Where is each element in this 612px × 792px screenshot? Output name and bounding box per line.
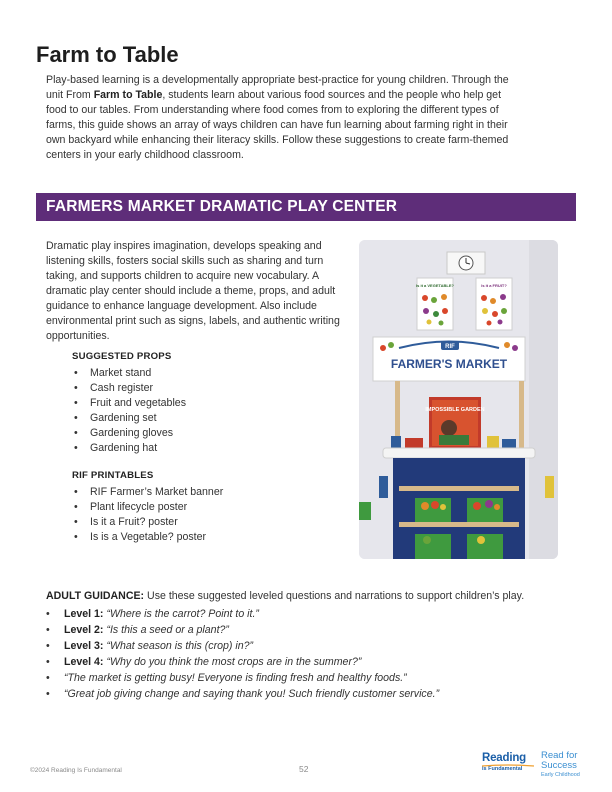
guidance-item <box>46 670 566 686</box>
page-number: 52 <box>299 764 309 774</box>
sign-small-text: RIF <box>445 344 455 350</box>
guidance-label: ADULT GUIDANCE: <box>46 590 145 602</box>
farmers-market-illustration <box>359 240 558 559</box>
list-item: • Is it a Fruit? poster <box>72 515 292 530</box>
guidance-level: Level 3: <box>64 640 104 652</box>
guidance-narration: “Great job giving change and saying thank you! Such friendly customer service.” <box>64 688 440 700</box>
logo-rfs-line2: Success <box>541 760 577 771</box>
guidance-item <box>46 686 566 702</box>
printables-heading: RIF PRINTABLES <box>72 470 154 481</box>
poster-right-title: Is it a FRUIT? <box>481 283 507 288</box>
intro-paragraph <box>46 73 516 163</box>
suggested-props <box>72 351 292 456</box>
list-item: • Plant lifecycle poster <box>72 500 292 515</box>
list-item: • Cash register <box>72 381 292 396</box>
guidance-level: Level 4: <box>64 656 104 668</box>
list-item: • Gardening set <box>72 411 292 426</box>
guidance-list <box>46 606 566 702</box>
list-item: • Is is a Vegetable? poster <box>72 530 292 545</box>
section-heading: FARMERS MARKET DRAMATIC PLAY CENTER <box>46 198 398 215</box>
guidance-intro <box>46 588 566 604</box>
guidance-level: Level 2: <box>64 624 104 636</box>
adult-guidance <box>46 588 566 702</box>
logo-rif-main: Reading <box>482 752 526 764</box>
guidance-question: “What season is this (crop) in?” <box>106 640 254 652</box>
read-for-success-logo <box>541 751 589 778</box>
guidance-level: Level 1: <box>64 608 104 620</box>
rif-printables <box>72 470 292 545</box>
guidance-question: “Why do you think the most crops are in the summer?” <box>106 656 362 668</box>
printables-list <box>72 485 292 545</box>
list-item: • Gardening gloves <box>72 426 292 441</box>
logo-rfs-line1: Read for <box>541 750 578 761</box>
intro-text-start: Play-based learning is a developmentally appropriate best-practice for young children. Through the unit From <box>46 74 509 101</box>
intro-unit-name: Farm to Table <box>93 89 163 101</box>
list-item: • Fruit and vegetables <box>72 396 292 411</box>
copyright: ©2024 Reading Is Fundamental <box>30 767 122 774</box>
guidance-item <box>46 638 566 654</box>
guidance-intro-text: Use these suggested leveled questions and narrations to support children’s play. <box>144 590 525 602</box>
logo-rfs-sub: Early Childhood <box>541 772 580 778</box>
dramatic-play-description: Dramatic play inspires imagination, develops speaking and listening skills, fosters social skills such as sharing and turn taking, and supports children to acquire new vocabulary. A dramatic play center should include a theme, props, and adult guidance to enhance language development. Also include environmental print such as signs, labels, and authentic writing opportunities. <box>46 240 340 342</box>
logo-rif-sub: Is Fundamental <box>482 766 523 772</box>
guidance-question: “Is this a seed or a plant?” <box>106 624 229 636</box>
guidance-item <box>46 622 566 638</box>
intro-text-end: , students learn about various food sources and the people who help get food to our tables. From understanding where food comes from to exploring the different types of farms, this guide shows an array of ways children can have fun learning about farming right in their own backyard while enhancing their literacy skills. Follow these suggestions to create farm-themed centers in your early childhood classroom. <box>46 89 509 161</box>
list-item: • Market stand <box>72 366 292 381</box>
props-list <box>72 366 292 456</box>
guidance-narration: “The market is getting busy! Everyone is finding fresh and healthy foods.” <box>64 672 407 684</box>
logo-swoosh-icon <box>482 764 534 767</box>
page-title: Farm to Table <box>36 42 179 67</box>
poster-left-title: Is it a VEGETABLE? <box>416 283 454 288</box>
list-item: • Gardening hat <box>72 441 292 456</box>
list-item: • RIF Farmer’s Market banner <box>72 485 292 500</box>
guidance-item <box>46 606 566 622</box>
farmers-market-photo <box>359 240 558 559</box>
sign-main-text: FARMER'S MARKET <box>390 357 508 371</box>
reading-is-fundamental-logo <box>482 752 538 778</box>
props-heading: SUGGESTED PROPS <box>72 351 172 362</box>
section-banner <box>36 193 576 221</box>
guidance-question: “Where is the carrot? Point to it.” <box>106 608 259 620</box>
book-title: IMPOSSIBLE GARDEN <box>425 407 485 413</box>
guidance-item <box>46 654 566 670</box>
